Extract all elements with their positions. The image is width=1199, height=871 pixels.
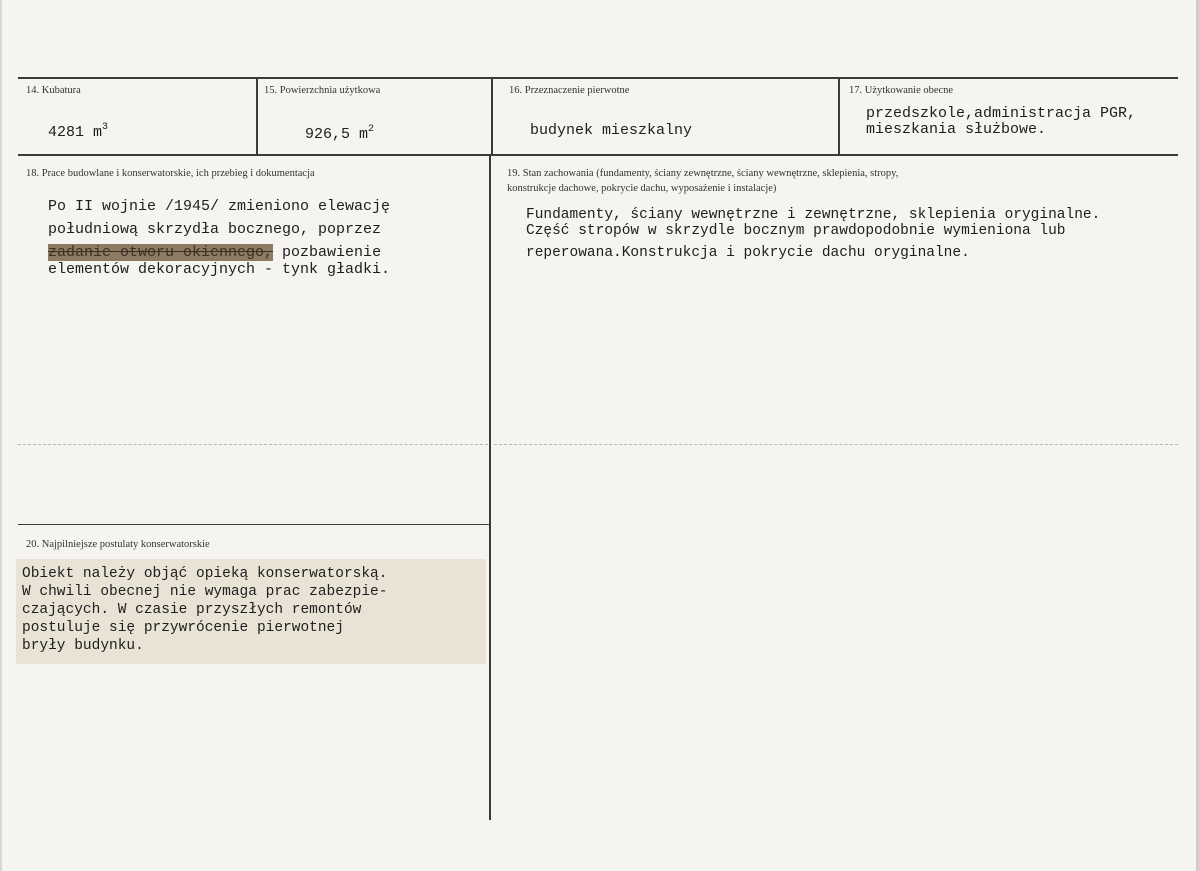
field-15-value — [305, 120, 374, 144]
guide-line — [494, 444, 1178, 445]
section-20-top-rule — [18, 524, 490, 525]
field-19-label-line1: 19. Stan zachowania (fundamenty, ściany zewnętrzne, ściany wewnętrzne, sklepienia, stropy, — [507, 168, 899, 179]
field-16-value: budynek mieszkalny — [530, 122, 693, 139]
field-20-line3: czających. W czasie przyszłych remontów — [22, 602, 362, 618]
field-19-label-line2: konstrukcje dachowe, pokrycie dachu, wyposażenie i instalacje) — [507, 183, 777, 194]
field-19-line2: Część stropów w skrzydle bocznym prawdopodobnie wymieniona lub — [526, 223, 1066, 239]
field-14-label: 14. Kubatura — [26, 85, 81, 96]
guide-line — [18, 444, 488, 445]
field-18-line2: południową skrzydła bocznego, poprzez — [48, 221, 382, 238]
struck-out-text: zadanie otworu okiennego, — [48, 244, 274, 261]
field-19-line1: Fundamenty, ściany wewnętrzne i zewnętrzne, sklepienia oryginalne. — [526, 207, 1101, 223]
field-20-line5: bryły budynku. — [22, 638, 144, 654]
field-15-label: 15. Powierzchnia użytkowa — [264, 85, 381, 96]
field-20-line1: Obiekt należy objąć opieką konserwatorską. — [22, 566, 388, 582]
field-18-line4: elementów dekoracyjnych - tynk gładki. — [48, 261, 391, 278]
volume-value: 4281 m — [48, 124, 103, 141]
divider-14-15 — [256, 77, 258, 154]
row1-bottom-rule — [18, 154, 1178, 156]
volume-unit-exponent: 3 — [102, 122, 109, 133]
field-18-label: 18. Prace budowlane i konserwatorskie, ich przebieg i dokumentacja — [26, 168, 315, 179]
main-divider — [489, 156, 491, 820]
divider-15-16 — [491, 77, 493, 154]
field-16-label: 16. Przeznaczenie pierwotne — [509, 85, 630, 96]
area-value: 926,5 m — [305, 126, 369, 143]
field-17-line1: przedszkole,administracja PGR, — [866, 105, 1137, 122]
divider-16-17 — [838, 77, 840, 154]
area-unit-exponent: 2 — [368, 124, 375, 135]
top-rule — [18, 77, 1178, 79]
field-17-label: 17. Użytkowanie obecne — [849, 85, 954, 96]
field-18-line3-rest: pozbawienie — [273, 244, 382, 261]
field-14-value — [48, 118, 108, 142]
field-20-line4: postuluje się przywrócenie pierwotnej — [22, 620, 344, 636]
field-20-label: 20. Najpilniejsze postulaty konserwatorskie — [26, 539, 210, 550]
field-20-line2: W chwili obecnej nie wymaga prac zabezpie- — [22, 584, 388, 600]
field-19-line3: reperowana.Konstrukcja i pokrycie dachu oryginalne. — [526, 245, 970, 261]
field-17-line2: mieszkania służbowe. — [866, 121, 1047, 138]
field-18-line1: Po II wojnie /1945/ zmieniono elewację — [48, 198, 391, 215]
